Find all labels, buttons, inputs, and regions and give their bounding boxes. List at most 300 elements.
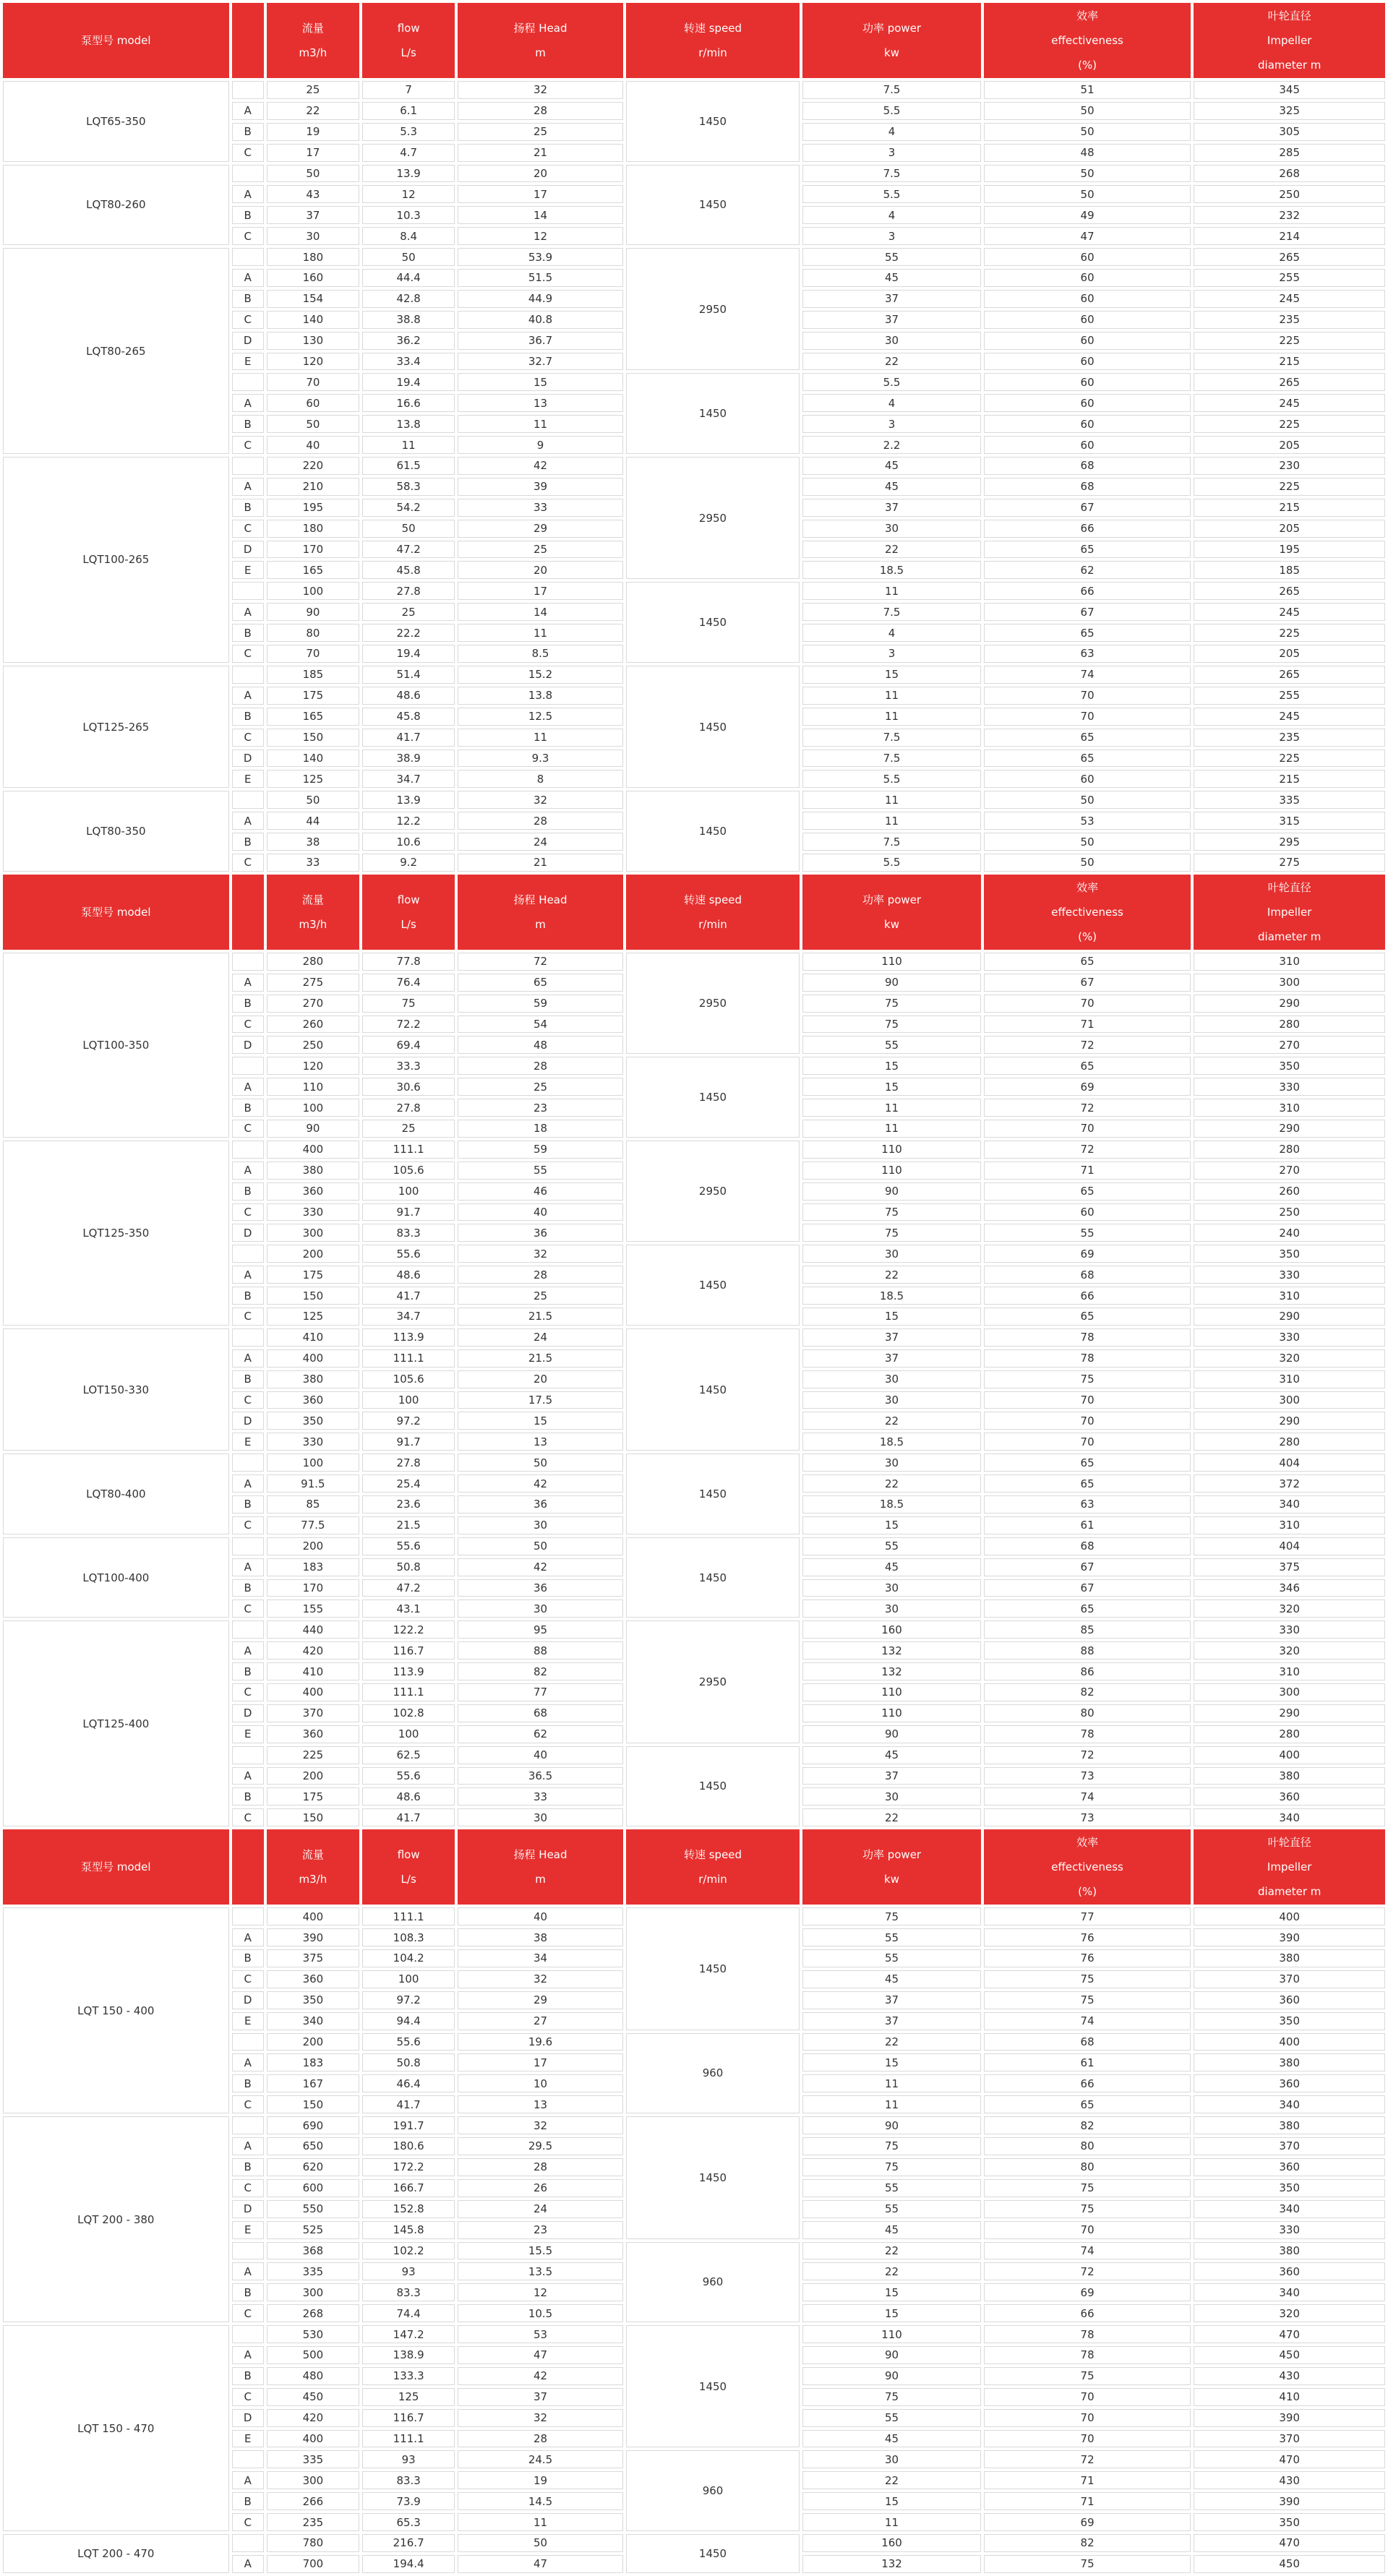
variant-cell: D — [232, 750, 264, 768]
efficiency-cell: 61 — [984, 2053, 1191, 2071]
impeller-diameter-cell: 205 — [1194, 520, 1385, 538]
variant-cell: B — [232, 415, 264, 433]
efficiency-cell: 72 — [984, 1141, 1191, 1159]
variant-cell — [232, 165, 264, 183]
impeller-diameter-cell: 380 — [1194, 1767, 1385, 1785]
impeller-diameter-cell: 330 — [1194, 1266, 1385, 1284]
flow-m3h-cell: 30 — [267, 227, 359, 245]
variant-cell: B — [232, 2158, 264, 2176]
impeller-diameter-cell: 235 — [1194, 729, 1385, 747]
impeller-diameter-cell: 430 — [1194, 2471, 1385, 2489]
flow-ls-cell: 25.4 — [362, 1474, 455, 1493]
impeller-diameter-cell: 270 — [1194, 1036, 1385, 1054]
flow-ls-cell: 41.7 — [362, 1808, 455, 1826]
flow-m3h-cell: 37 — [267, 206, 359, 224]
head-cell: 48 — [458, 1036, 622, 1054]
head-cell: 46 — [458, 1182, 622, 1201]
impeller-diameter-cell: 450 — [1194, 2346, 1385, 2364]
head-cell: 14 — [458, 603, 622, 621]
flow-m3h-cell: 266 — [267, 2492, 359, 2510]
head-cell: 36.7 — [458, 332, 622, 350]
flow-m3h-cell: 110 — [267, 1078, 359, 1096]
flow-m3h-cell: 120 — [267, 1057, 359, 1075]
variant-cell: C — [232, 1203, 264, 1222]
header-text: 叶轮直径 — [1267, 9, 1311, 22]
variant-cell: C — [232, 144, 264, 162]
speed-cell: 2950 — [626, 1141, 800, 1242]
impeller-diameter-cell: 390 — [1194, 2409, 1385, 2427]
flow-m3h-cell: 400 — [267, 1683, 359, 1701]
impeller-diameter-cell: 340 — [1194, 1808, 1385, 1826]
variant-cell: C — [232, 1308, 264, 1326]
flow-ls-cell: 102.8 — [362, 1704, 455, 1722]
variant-cell: B — [232, 2492, 264, 2510]
impeller-diameter-cell: 310 — [1194, 1370, 1385, 1388]
power-cell: 30 — [802, 1454, 981, 1472]
efficiency-cell: 78 — [984, 1328, 1191, 1347]
impeller-diameter-cell: 195 — [1194, 541, 1385, 559]
variant-cell: B — [232, 995, 264, 1013]
head-cell: 28 — [458, 102, 622, 120]
power-cell: 18.5 — [802, 561, 981, 579]
variant-cell: B — [232, 624, 264, 642]
power-cell: 55 — [802, 2200, 981, 2218]
flow-m3h-cell: 420 — [267, 2409, 359, 2427]
flow-m3h-cell: 19 — [267, 123, 359, 141]
impeller-diameter-cell: 265 — [1194, 666, 1385, 684]
header-text: (%) — [1078, 929, 1097, 943]
head-cell: 30 — [458, 1808, 622, 1826]
impeller-diameter-cell: 310 — [1194, 1662, 1385, 1680]
speed-cell: 1450 — [626, 1245, 800, 1326]
flow-m3h-cell: 550 — [267, 2200, 359, 2218]
flow-m3h-cell: 100 — [267, 582, 359, 600]
header-text: (%) — [1078, 1885, 1097, 1899]
flow-ls-cell: 19.4 — [362, 645, 455, 663]
power-cell: 37 — [802, 290, 981, 308]
impeller-diameter-cell: 280 — [1194, 1016, 1385, 1034]
flow-m3h-cell: 43 — [267, 185, 359, 203]
flow-m3h-cell: 70 — [267, 373, 359, 391]
header-text: m3/h — [299, 917, 327, 931]
variant-cell — [232, 2325, 264, 2343]
flow-ls-cell: 111.1 — [362, 1141, 455, 1159]
flow-m3h-cell: 530 — [267, 2325, 359, 2343]
flow-m3h-cell: 400 — [267, 1141, 359, 1159]
flow-m3h-cell: 390 — [267, 1928, 359, 1946]
head-cell: 21 — [458, 144, 622, 162]
variant-cell: B — [232, 1182, 264, 1201]
efficiency-cell: 65 — [984, 2095, 1191, 2113]
efficiency-cell: 80 — [984, 1704, 1191, 1722]
impeller-diameter-cell: 260 — [1194, 1182, 1385, 1201]
efficiency-cell: 67 — [984, 974, 1191, 992]
efficiency-cell: 66 — [984, 1287, 1191, 1305]
speed-cell: 2950 — [626, 457, 800, 579]
head-cell: 10 — [458, 2074, 622, 2092]
head-cell: 14.5 — [458, 2492, 622, 2510]
head-cell: 28 — [458, 2158, 622, 2176]
efficiency-cell: 70 — [984, 1120, 1191, 1138]
flow-m3h-cell: 690 — [267, 2116, 359, 2134]
table-row — [3, 1328, 1385, 1347]
head-cell: 95 — [458, 1620, 622, 1639]
head-cell: 9 — [458, 436, 622, 454]
head-cell: 15.2 — [458, 666, 622, 684]
variant-cell — [232, 582, 264, 600]
speed-cell: 1450 — [626, 2534, 800, 2573]
flow-ls-cell: 111.1 — [362, 1349, 455, 1368]
flow-ls-cell: 100 — [362, 1182, 455, 1201]
variant-cell: C — [232, 645, 264, 663]
efficiency-cell: 70 — [984, 1391, 1191, 1409]
impeller-diameter-cell: 370 — [1194, 2137, 1385, 2155]
power-cell: 2.2 — [802, 436, 981, 454]
power-cell: 7.5 — [802, 833, 981, 851]
table-row — [3, 791, 1385, 809]
efficiency-cell: 65 — [984, 1454, 1191, 1472]
table-row — [3, 81, 1385, 99]
impeller-diameter-cell: 310 — [1194, 1516, 1385, 1534]
flow-ls-cell: 38.9 — [362, 750, 455, 768]
impeller-diameter-cell: 340 — [1194, 2283, 1385, 2301]
power-cell: 45 — [802, 1746, 981, 1764]
head-cell: 28 — [458, 2430, 622, 2448]
head-cell: 17 — [458, 185, 622, 203]
impeller-diameter-cell: 320 — [1194, 1349, 1385, 1368]
power-cell: 5.5 — [802, 185, 981, 203]
impeller-diameter-cell: 280 — [1194, 1141, 1385, 1159]
head-cell: 20 — [458, 1370, 622, 1388]
table-row — [3, 953, 1385, 971]
head-cell: 24.5 — [458, 2450, 622, 2468]
efficiency-cell: 60 — [984, 373, 1191, 391]
impeller-diameter-cell: 285 — [1194, 144, 1385, 162]
flow-m3h-cell: 700 — [267, 2555, 359, 2573]
power-cell: 132 — [802, 2555, 981, 2573]
efficiency-cell: 70 — [984, 995, 1191, 1013]
flow-m3h-cell: 200 — [267, 1537, 359, 1555]
impeller-diameter-cell: 215 — [1194, 499, 1385, 517]
efficiency-cell: 69 — [984, 1078, 1191, 1096]
efficiency-cell: 82 — [984, 2116, 1191, 2134]
head-cell: 30 — [458, 1600, 622, 1618]
efficiency-cell: 65 — [984, 541, 1191, 559]
impeller-diameter-cell: 330 — [1194, 1620, 1385, 1639]
power-cell: 11 — [802, 2513, 981, 2531]
head-cell: 32 — [458, 791, 622, 809]
efficiency-cell: 65 — [984, 1474, 1191, 1493]
head-cell: 37 — [458, 2388, 622, 2406]
header-text: 扬程 Head — [513, 22, 567, 35]
efficiency-cell: 65 — [984, 1308, 1191, 1326]
power-cell: 37 — [802, 1767, 981, 1785]
flow-ls-cell: 97.2 — [362, 1991, 455, 2009]
efficiency-cell: 69 — [984, 2283, 1191, 2301]
header-text: 叶轮直径 — [1267, 880, 1311, 894]
head-cell: 47 — [458, 2555, 622, 2573]
head-cell: 27 — [458, 2012, 622, 2030]
efficiency-cell: 70 — [984, 2430, 1191, 2448]
impeller-diameter-cell: 240 — [1194, 1224, 1385, 1242]
variant-cell: B — [232, 123, 264, 141]
impeller-diameter-cell: 380 — [1194, 2116, 1385, 2134]
flow-ls-cell: 7 — [362, 81, 455, 99]
header-text: m — [535, 917, 546, 931]
flow-m3h-cell: 410 — [267, 1328, 359, 1347]
power-cell: 5.5 — [802, 770, 981, 788]
power-cell: 5.5 — [802, 102, 981, 120]
flow-ls-cell: 47.2 — [362, 1579, 455, 1597]
flow-m3h-cell: 260 — [267, 1016, 359, 1034]
power-cell: 37 — [802, 1328, 981, 1347]
variant-cell: A — [232, 2262, 264, 2280]
impeller-diameter-cell: 330 — [1194, 1078, 1385, 1096]
power-cell: 55 — [802, 1949, 981, 1967]
flow-m3h-cell: 225 — [267, 1746, 359, 1764]
power-cell: 4 — [802, 394, 981, 412]
flow-ls-cell: 105.6 — [362, 1370, 455, 1388]
variant-cell — [232, 457, 264, 475]
header-text: 流量 — [301, 22, 324, 35]
power-cell: 110 — [802, 2325, 981, 2343]
flow-ls-cell: 10.6 — [362, 833, 455, 851]
flow-ls-cell: 62.5 — [362, 1746, 455, 1764]
head-cell: 11 — [458, 415, 622, 433]
impeller-diameter-cell: 375 — [1194, 1558, 1385, 1576]
head-cell: 25 — [458, 123, 622, 141]
variant-cell: D — [232, 1412, 264, 1430]
flow-m3h-cell: 400 — [267, 2430, 359, 2448]
flow-ls-cell: 111.1 — [362, 1907, 455, 1925]
flow-m3h-cell: 154 — [267, 290, 359, 308]
head-cell: 88 — [458, 1641, 622, 1660]
efficiency-cell: 49 — [984, 206, 1191, 224]
efficiency-cell: 72 — [984, 1746, 1191, 1764]
head-cell: 50 — [458, 2534, 622, 2552]
efficiency-cell: 71 — [984, 2471, 1191, 2489]
head-cell: 55 — [458, 1162, 622, 1180]
power-cell: 30 — [802, 1600, 981, 1618]
variant-cell: C — [232, 1683, 264, 1701]
flow-m3h-cell: 22 — [267, 102, 359, 120]
speed-cell: 1450 — [626, 1746, 800, 1827]
flow-m3h-cell: 195 — [267, 499, 359, 517]
power-cell: 110 — [802, 1162, 981, 1180]
head-cell: 11 — [458, 2513, 622, 2531]
efficiency-cell: 82 — [984, 2534, 1191, 2552]
efficiency-cell: 50 — [984, 854, 1191, 872]
impeller-diameter-cell: 360 — [1194, 1991, 1385, 2009]
head-cell: 21.5 — [458, 1308, 622, 1326]
power-cell: 37 — [802, 2012, 981, 2030]
flow-m3h-cell: 38 — [267, 833, 359, 851]
impeller-diameter-cell: 320 — [1194, 2304, 1385, 2322]
impeller-diameter-cell: 404 — [1194, 1537, 1385, 1555]
header-row — [3, 1829, 1385, 1905]
flow-m3h-cell: 33 — [267, 854, 359, 872]
power-cell: 75 — [802, 995, 981, 1013]
speed-cell: 1450 — [626, 1907, 800, 2030]
flow-m3h-cell: 300 — [267, 1224, 359, 1242]
header-text: diameter m — [1258, 59, 1321, 72]
header-text: 转速 speed — [683, 1848, 742, 1862]
variant-cell: A — [232, 974, 264, 992]
flow-ls-cell: 147.2 — [362, 2325, 455, 2343]
impeller-diameter-cell: 205 — [1194, 645, 1385, 663]
variant-cell: D — [232, 1224, 264, 1242]
flow-m3h-cell: 185 — [267, 666, 359, 684]
flow-ls-cell: 33.3 — [362, 1057, 455, 1075]
speed-cell: 960 — [626, 2242, 800, 2323]
impeller-diameter-cell: 360 — [1194, 2158, 1385, 2176]
flow-ls-cell: 12.2 — [362, 812, 455, 830]
speed-cell: 960 — [626, 2450, 800, 2531]
model-cell: LQT 150 - 470 — [3, 2325, 229, 2531]
head-cell: 68 — [458, 1704, 622, 1722]
flow-ls-cell: 58.3 — [362, 478, 455, 496]
power-cell: 45 — [802, 1558, 981, 1576]
power-cell: 3 — [802, 144, 981, 162]
impeller-diameter-cell: 410 — [1194, 2388, 1385, 2406]
head-cell: 36 — [458, 1224, 622, 1242]
flow-m3h-cell: 100 — [267, 1454, 359, 1472]
efficiency-cell: 73 — [984, 1767, 1191, 1785]
flow-m3h-cell: 650 — [267, 2137, 359, 2155]
head-cell: 53 — [458, 2325, 622, 2343]
speed-cell: 1450 — [626, 2116, 800, 2238]
flow-m3h-cell: 165 — [267, 561, 359, 579]
power-cell: 110 — [802, 1141, 981, 1159]
header-text: 扬程 Head — [513, 893, 567, 906]
efficiency-cell: 65 — [984, 1600, 1191, 1618]
header-speed — [626, 3, 800, 78]
variant-cell: B — [232, 1579, 264, 1597]
head-cell: 12 — [458, 227, 622, 245]
head-cell: 34 — [458, 1949, 622, 1967]
impeller-diameter-cell: 225 — [1194, 624, 1385, 642]
flow-m3h-cell: 220 — [267, 457, 359, 475]
head-cell: 62 — [458, 1725, 622, 1743]
model-cell: LQT100-350 — [3, 953, 229, 1138]
efficiency-cell: 50 — [984, 791, 1191, 809]
header-text: flow — [397, 893, 420, 906]
efficiency-cell: 75 — [984, 2179, 1191, 2197]
header-model — [3, 3, 229, 78]
flow-m3h-cell: 275 — [267, 974, 359, 992]
efficiency-cell: 67 — [984, 1579, 1191, 1597]
header-text: 叶轮直径 — [1267, 1836, 1311, 1850]
efficiency-cell: 68 — [984, 2033, 1191, 2051]
power-cell: 37 — [802, 1991, 981, 2009]
flow-ls-cell: 22.2 — [362, 624, 455, 642]
impeller-diameter-cell: 300 — [1194, 1683, 1385, 1701]
flow-ls-cell: 12 — [362, 185, 455, 203]
impeller-diameter-cell: 340 — [1194, 2095, 1385, 2113]
power-cell: 18.5 — [802, 1287, 981, 1305]
impeller-diameter-cell: 370 — [1194, 1970, 1385, 1988]
power-cell: 18.5 — [802, 1433, 981, 1451]
flow-m3h-cell: 335 — [267, 2262, 359, 2280]
impeller-diameter-cell: 310 — [1194, 1287, 1385, 1305]
flow-ls-cell: 108.3 — [362, 1928, 455, 1946]
power-cell: 7.5 — [802, 603, 981, 621]
impeller-diameter-cell: 390 — [1194, 1928, 1385, 1946]
table-row — [3, 666, 1385, 684]
impeller-diameter-cell: 290 — [1194, 995, 1385, 1013]
head-cell: 32 — [458, 1245, 622, 1263]
header-text: 效率 — [1076, 9, 1099, 22]
speed-cell: 1450 — [626, 1537, 800, 1618]
efficiency-cell: 70 — [984, 1433, 1191, 1451]
head-cell: 29.5 — [458, 2137, 622, 2155]
flow-ls-cell: 50.8 — [362, 2053, 455, 2071]
impeller-diameter-cell: 370 — [1194, 2430, 1385, 2448]
flow-ls-cell: 38.8 — [362, 311, 455, 329]
flow-ls-cell: 27.8 — [362, 1099, 455, 1117]
variant-cell — [232, 791, 264, 809]
power-cell: 3 — [802, 415, 981, 433]
flow-m3h-cell: 40 — [267, 436, 359, 454]
flow-ls-cell: 27.8 — [362, 1454, 455, 1472]
flow-ls-cell: 61.5 — [362, 457, 455, 475]
flow-m3h-cell: 330 — [267, 1433, 359, 1451]
flow-m3h-cell: 340 — [267, 2012, 359, 2030]
power-cell: 11 — [802, 708, 981, 726]
power-cell: 22 — [802, 353, 981, 371]
impeller-diameter-cell: 390 — [1194, 2492, 1385, 2510]
power-cell: 7.5 — [802, 81, 981, 99]
head-cell: 42 — [458, 457, 622, 475]
flow-ls-cell: 27.8 — [362, 582, 455, 600]
flow-m3h-cell: 360 — [267, 1970, 359, 1988]
efficiency-cell: 72 — [984, 2450, 1191, 2468]
model-cell: LQT80-400 — [3, 1454, 229, 1534]
header-text: Impeller — [1267, 905, 1312, 919]
flow-ls-cell: 97.2 — [362, 1412, 455, 1430]
efficiency-cell: 78 — [984, 2346, 1191, 2364]
variant-cell — [232, 2534, 264, 2552]
efficiency-cell: 73 — [984, 1808, 1191, 1826]
head-cell: 42 — [458, 1558, 622, 1576]
efficiency-cell: 70 — [984, 2388, 1191, 2406]
variant-cell: B — [232, 1099, 264, 1117]
impeller-diameter-cell: 235 — [1194, 311, 1385, 329]
efficiency-cell: 71 — [984, 1016, 1191, 1034]
efficiency-cell: 70 — [984, 2409, 1191, 2427]
variant-cell: C — [232, 1808, 264, 1826]
header-text: kw — [884, 46, 899, 59]
head-cell: 8 — [458, 770, 622, 788]
flow-m3h-cell: 120 — [267, 353, 359, 371]
head-cell: 8.5 — [458, 645, 622, 663]
head-cell: 13.8 — [458, 687, 622, 705]
impeller-diameter-cell: 360 — [1194, 2262, 1385, 2280]
efficiency-cell: 63 — [984, 645, 1191, 663]
flow-ls-cell: 30.6 — [362, 1078, 455, 1096]
header-text: 流量 — [301, 893, 324, 906]
efficiency-cell: 68 — [984, 1266, 1191, 1284]
flow-ls-cell: 72.2 — [362, 1016, 455, 1034]
power-cell: 55 — [802, 1928, 981, 1946]
speed-cell: 1450 — [626, 373, 800, 454]
impeller-diameter-cell: 225 — [1194, 415, 1385, 433]
efficiency-cell: 66 — [984, 520, 1191, 538]
power-cell: 11 — [802, 2074, 981, 2092]
flow-m3h-cell: 250 — [267, 1036, 359, 1054]
variant-cell: B — [232, 708, 264, 726]
impeller-diameter-cell: 400 — [1194, 2033, 1385, 2051]
